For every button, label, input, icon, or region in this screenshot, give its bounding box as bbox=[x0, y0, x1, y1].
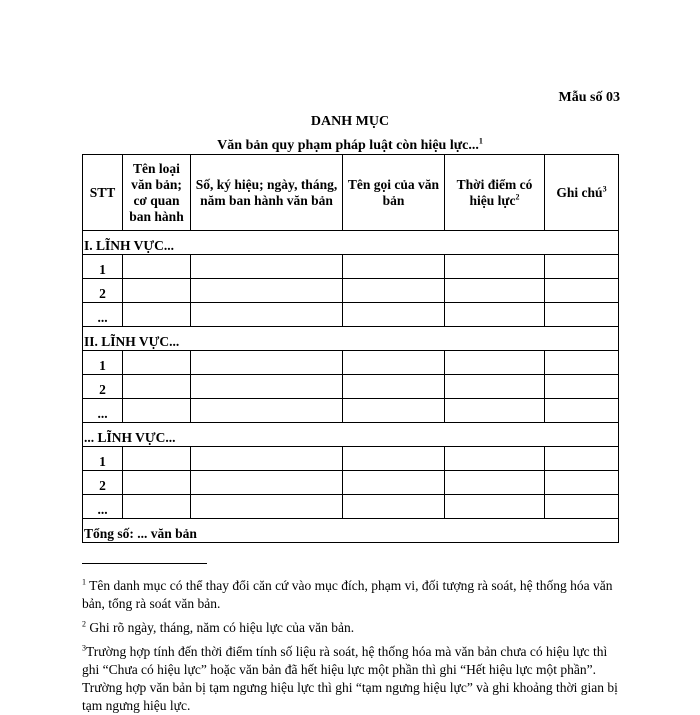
table-cell bbox=[191, 303, 343, 327]
table-cell bbox=[191, 375, 343, 399]
subtitle-text: Văn bản quy phạm pháp luật còn hiệu lực... bbox=[217, 138, 479, 153]
header-note: Ghi chú$^3$ bbox=[545, 155, 619, 231]
table-row bbox=[83, 495, 619, 519]
total-row bbox=[83, 519, 619, 543]
table-cell bbox=[123, 447, 191, 471]
header-stt: STT bbox=[83, 155, 123, 231]
table-cell bbox=[445, 399, 545, 423]
table-cell bbox=[545, 447, 619, 471]
table-cell bbox=[445, 279, 545, 303]
form-number: Mẫu số 03 bbox=[558, 90, 620, 105]
table-cell bbox=[191, 351, 343, 375]
table-cell bbox=[123, 351, 191, 375]
table-cell bbox=[445, 447, 545, 471]
table-cell bbox=[343, 303, 445, 327]
total-cell: Tổng số: ... văn bản bbox=[83, 519, 619, 543]
section-label: ... LĨNH VỰC... bbox=[83, 423, 619, 447]
row-stt: 1 bbox=[83, 351, 123, 375]
table-cell bbox=[545, 375, 619, 399]
table-cell bbox=[343, 495, 445, 519]
table-cell bbox=[191, 279, 343, 303]
table-cell bbox=[191, 495, 343, 519]
section-label: II. LĨNH VỰC... bbox=[83, 327, 619, 351]
table-cell bbox=[445, 255, 545, 279]
row-stt: ... bbox=[83, 399, 123, 423]
section-label: I. LĨNH VỰC... bbox=[83, 231, 619, 255]
row-stt: 2 bbox=[83, 279, 123, 303]
header-doc-number: Số, ký hiệu; ngày, tháng, năm ban hành văn bản bbox=[191, 155, 343, 231]
table-cell bbox=[545, 399, 619, 423]
table-cell bbox=[191, 255, 343, 279]
table-row bbox=[83, 255, 619, 279]
header-doc-name: Tên gọi của văn bản bbox=[343, 155, 445, 231]
table-cell bbox=[123, 303, 191, 327]
table-cell bbox=[123, 495, 191, 519]
section-row bbox=[83, 423, 619, 447]
header-doc-type: Tên loại văn bản; cơ quan ban hành bbox=[123, 155, 191, 231]
row-stt: ... bbox=[83, 303, 123, 327]
document-subtitle bbox=[0, 138, 700, 154]
table-cell bbox=[545, 471, 619, 495]
table-cell bbox=[343, 255, 445, 279]
table-cell bbox=[445, 375, 545, 399]
table-cell bbox=[123, 255, 191, 279]
row-stt: 2 bbox=[83, 471, 123, 495]
table-cell bbox=[445, 351, 545, 375]
table-row bbox=[83, 351, 619, 375]
table-cell bbox=[343, 351, 445, 375]
section-row bbox=[83, 327, 619, 351]
table-cell bbox=[545, 279, 619, 303]
table-cell bbox=[123, 399, 191, 423]
table-row bbox=[83, 471, 619, 495]
table-row bbox=[83, 399, 619, 423]
table-cell bbox=[123, 279, 191, 303]
table-row bbox=[83, 375, 619, 399]
footnote-1: $^1$ Tên danh mục có thể thay đổi căn cứ vào mục đích, phạm vi, đối tượng rà soát, hệ thống hóa văn bản, tổng rà soát văn bản. bbox=[82, 577, 613, 611]
table-cell bbox=[123, 471, 191, 495]
table-row bbox=[83, 279, 619, 303]
footnote-2: $^2$ Ghi rõ ngày, tháng, năm có hiệu lực của văn bản. bbox=[82, 619, 355, 635]
document-list-table bbox=[82, 154, 619, 543]
row-stt: 2 bbox=[83, 375, 123, 399]
table-cell bbox=[545, 255, 619, 279]
table-cell bbox=[343, 471, 445, 495]
footnote-separator bbox=[82, 563, 207, 564]
table-cell bbox=[123, 375, 191, 399]
table-body bbox=[83, 231, 619, 519]
table-row bbox=[83, 303, 619, 327]
footnote-3: $^3$Trường hợp tính đến thời điểm tính số liệu rà soát, hệ thống hóa mà văn bản chưa có hiệu lực thì ghi “Chưa có hiệu lực” hoặc văn bản đã hết hiệu lực một phần thì ghi “Hết hiệu lực một phần”. Trường hợp văn bản bị tạm ngưng hiệu lực thì ghi “tạm ngưng hiệu lực” và ghi khoảng thời gian bị tạm ngưng hiệu lực. bbox=[82, 643, 618, 713]
table-cell bbox=[445, 495, 545, 519]
row-stt: ... bbox=[83, 495, 123, 519]
table-cell bbox=[343, 375, 445, 399]
table-row bbox=[83, 447, 619, 471]
table-cell bbox=[445, 303, 545, 327]
section-row bbox=[83, 231, 619, 255]
table-cell bbox=[191, 447, 343, 471]
table-cell bbox=[191, 399, 343, 423]
row-stt: 1 bbox=[83, 447, 123, 471]
table-header-row bbox=[83, 155, 619, 231]
table-cell bbox=[545, 303, 619, 327]
subtitle-footnote-ref: 1 bbox=[478, 136, 483, 146]
table-cell bbox=[343, 399, 445, 423]
document-title: DANH MỤC bbox=[310, 114, 390, 129]
row-stt: 1 bbox=[83, 255, 123, 279]
table-cell bbox=[343, 447, 445, 471]
table-cell bbox=[445, 471, 545, 495]
table-cell bbox=[545, 351, 619, 375]
header-effective-date: Thời điểm có hiệu lực$^2$ bbox=[445, 155, 545, 231]
table-cell bbox=[545, 495, 619, 519]
table-cell bbox=[343, 279, 445, 303]
table-cell bbox=[191, 471, 343, 495]
